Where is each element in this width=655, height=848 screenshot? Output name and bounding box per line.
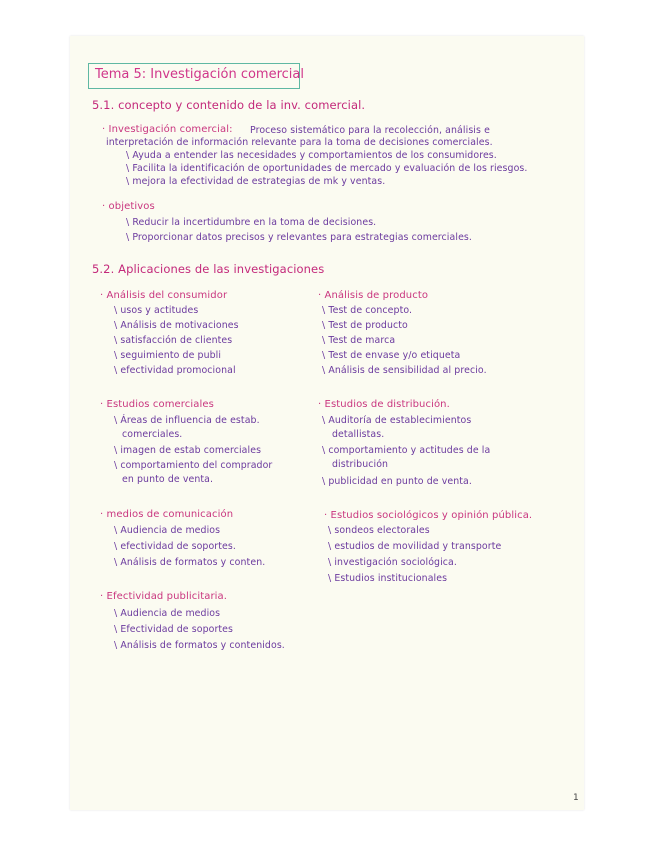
list-item: \ Audiencia de medios bbox=[114, 608, 221, 619]
list-item: \ satisfacción de clientes bbox=[114, 335, 233, 346]
objectives-label: · objetivos bbox=[102, 201, 155, 212]
list-item: \ Test de marca bbox=[322, 335, 396, 346]
list-item: en punto de venta. bbox=[122, 474, 214, 485]
list-item: \ seguimiento de publi bbox=[114, 350, 222, 361]
list-item: \ Análisis de sensibilidad al precio. bbox=[322, 365, 487, 376]
list-item: \ sondeos electorales bbox=[328, 525, 430, 536]
list-item: \ Efectividad de soportes bbox=[114, 624, 234, 635]
group-advertising-effectiveness: · Efectividad publicitaria. bbox=[100, 591, 228, 602]
group-commercial-studies: · Estudios comerciales bbox=[100, 399, 214, 410]
list-item: \ comportamiento y actitudes de la bbox=[322, 445, 491, 456]
list-item: \ Auditoría de establecimientos bbox=[322, 415, 472, 426]
list-item: \ Áreas de influencia de estab. bbox=[114, 415, 260, 426]
list-item: \ Audiencia de medios bbox=[114, 525, 221, 536]
group-consumer-analysis: · Análisis del consumidor bbox=[100, 290, 228, 301]
list-item: \ publicidad en punto de venta. bbox=[322, 476, 472, 487]
list-item: \ estudios de movilidad y transporte bbox=[328, 541, 502, 552]
list-item: \ Análisis de motivaciones bbox=[114, 320, 239, 331]
group-distribution-studies: · Estudios de distribución. bbox=[318, 399, 450, 410]
list-item: \ investigación sociológica. bbox=[328, 557, 457, 568]
list-item: distribución bbox=[332, 459, 389, 470]
list-item: \ Test de envase y/o etiqueta bbox=[322, 350, 461, 361]
notebook-page bbox=[70, 36, 584, 810]
list-item: \ Análisis de formatos y contenidos. bbox=[114, 640, 285, 651]
definition-text-2: interpretación de información relevante para la toma de decisiones comerciales. bbox=[106, 137, 493, 148]
list-item: \ Análisis de formatos y conten. bbox=[114, 557, 266, 568]
list-item: detallistas. bbox=[332, 429, 385, 440]
group-product-analysis: · Análisis de producto bbox=[318, 290, 429, 301]
title-box bbox=[88, 63, 304, 89]
page-title: Tema 5: Investigación comercial bbox=[95, 67, 304, 82]
list-item: \ usos y actitudes bbox=[114, 305, 199, 316]
section-1-heading: 5.1. concepto y contenido de la inv. comercial. bbox=[92, 98, 366, 112]
section-2-heading: 5.2. Aplicaciones de las investigaciones bbox=[92, 262, 325, 276]
definition-bullet-3: \ mejora la efectividad de estrategias de mk y ventas. bbox=[126, 176, 386, 187]
page-number: 1 bbox=[573, 793, 579, 803]
definition-bullet-2: \ Facilita la identificación de oportunidades de mercado y evaluación de los riesgos. bbox=[126, 163, 528, 174]
group-media: · medios de comunicación bbox=[100, 509, 234, 520]
definition-bullet-1: \ Ayuda a entender las necesidades y comportamientos de los consumidores. bbox=[126, 150, 497, 161]
objective-item-1: \ Reducir la incertidumbre en la toma de decisiones. bbox=[126, 217, 377, 228]
list-item: \ comportamiento del comprador bbox=[114, 460, 273, 471]
definition-text-1: Proceso sistemático para la recolección, análisis e bbox=[250, 125, 490, 136]
list-item: \ Test de concepto. bbox=[322, 305, 413, 316]
list-item: \ Estudios institucionales bbox=[328, 573, 448, 584]
group-sociological-studies: · Estudios sociológicos y opinión pública. bbox=[324, 510, 533, 521]
list-item: \ efectividad de soportes. bbox=[114, 541, 236, 552]
objective-item-2: \ Proporcionar datos precisos y relevantes para estrategias comerciales. bbox=[126, 232, 472, 243]
list-item: \ imagen de estab comerciales bbox=[114, 445, 262, 456]
definition-term: · Investigación comercial: bbox=[102, 124, 233, 135]
list-item: comerciales. bbox=[122, 429, 183, 440]
list-item: \ efectividad promocional bbox=[114, 365, 236, 376]
list-item: \ Test de producto bbox=[322, 320, 408, 331]
